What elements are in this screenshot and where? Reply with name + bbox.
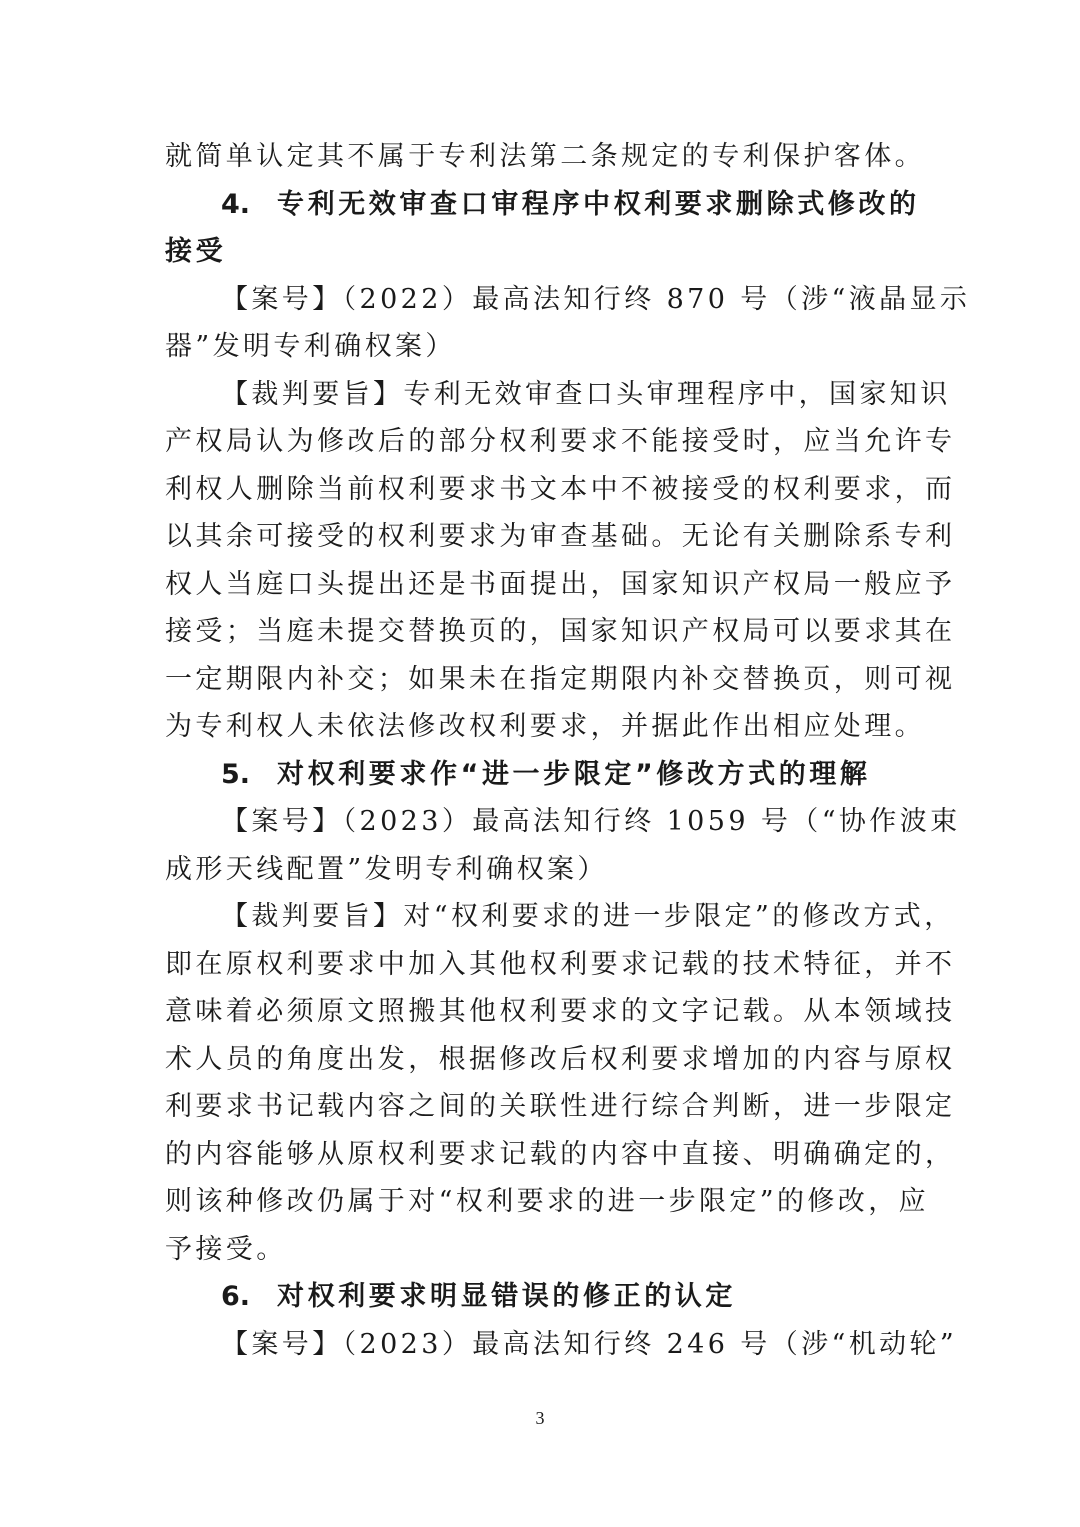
paragraph-line: 则该种修改仍属于对“权利要求的进一步限定”的修改，应: [165, 1186, 930, 1217]
paragraph-line: 利权人删除当前权利要求书文本中不被接受的权利要求，而: [165, 473, 956, 505]
judgment-gist: 【裁判要旨】对“权利要求的进一步限定”的修改方式，: [221, 901, 955, 932]
section-number: 5.: [221, 758, 251, 790]
case-number: 【案号】（2022）最高法知行终 870 号（涉“液晶显示: [221, 283, 971, 315]
section-title: 专利无效审查口审程序中权利要求删除式修改的: [277, 188, 920, 220]
paragraph-line: 术人员的角度出发，根据修改后权利要求增加的内容与原权: [165, 1043, 956, 1075]
paragraph-line: 意味着必须原文照搬其他权利要求的文字记载。从本领域技: [165, 996, 956, 1027]
paragraph-line: 以其余可接受的权利要求为审查基础。无论有关删除系专利: [165, 521, 956, 552]
paragraph-line: 权人当庭口头提出还是书面提出，国家知识产权局一般应予: [165, 568, 956, 600]
section-heading: [165, 1273, 917, 1321]
judgment-gist: 【裁判要旨】专利无效审查口头审理程序中，国家知识: [221, 378, 951, 410]
case-number: 【案号】（2023）最高法知行终 246 号（涉“机动轮”: [221, 1328, 958, 1360]
page-number: 3: [535, 1408, 545, 1428]
section-heading: [165, 751, 917, 799]
paragraph-line: 利要求书记载内容之间的关联性进行综合判断，进一步限定: [165, 1091, 956, 1122]
paragraph-line: 即在原权利要求中加入其他权利要求记载的技术特征，并不: [165, 948, 956, 980]
paragraph-line: 产权局认为修改后的部分权利要求不能接受时，应当允许专: [165, 426, 956, 457]
paragraph-line: 的内容能够从原权利要求记载的内容中直接、明确确定的，: [165, 1138, 956, 1170]
section-number: 4.: [221, 188, 251, 220]
paragraph-line: 为专利权人未依法修改权利要求，并据此作出相应处理。: [165, 711, 925, 742]
case-number-continued: 成形天线配置”发明专利确权案）: [165, 853, 608, 885]
section-heading-continued: 接受: [165, 236, 227, 267]
document-body: [165, 133, 971, 1368]
paragraph-line: 就简单认定其不属于专利法第二条规定的专利保护客体。: [165, 141, 925, 172]
paragraph-line: 接受；当庭未提交替换页的，国家知识产权局可以要求其在: [165, 616, 956, 647]
section-heading: [165, 181, 920, 229]
case-number: 【案号】（2023）最高法知行终 1059 号（“协作波束: [221, 806, 961, 837]
paragraph-line: 予接受。: [165, 1233, 287, 1265]
section-title: 对权利要求明显错误的修正的认定: [277, 1281, 736, 1312]
section-title: 对权利要求作“进一步限定”修改方式的理解: [277, 758, 871, 790]
section-number: 6.: [221, 1281, 251, 1312]
paragraph-line: 一定期限内补交；如果未在指定期限内补交替换页，则可视: [165, 663, 956, 695]
case-number-continued: 器”发明专利确权案）: [165, 331, 456, 362]
